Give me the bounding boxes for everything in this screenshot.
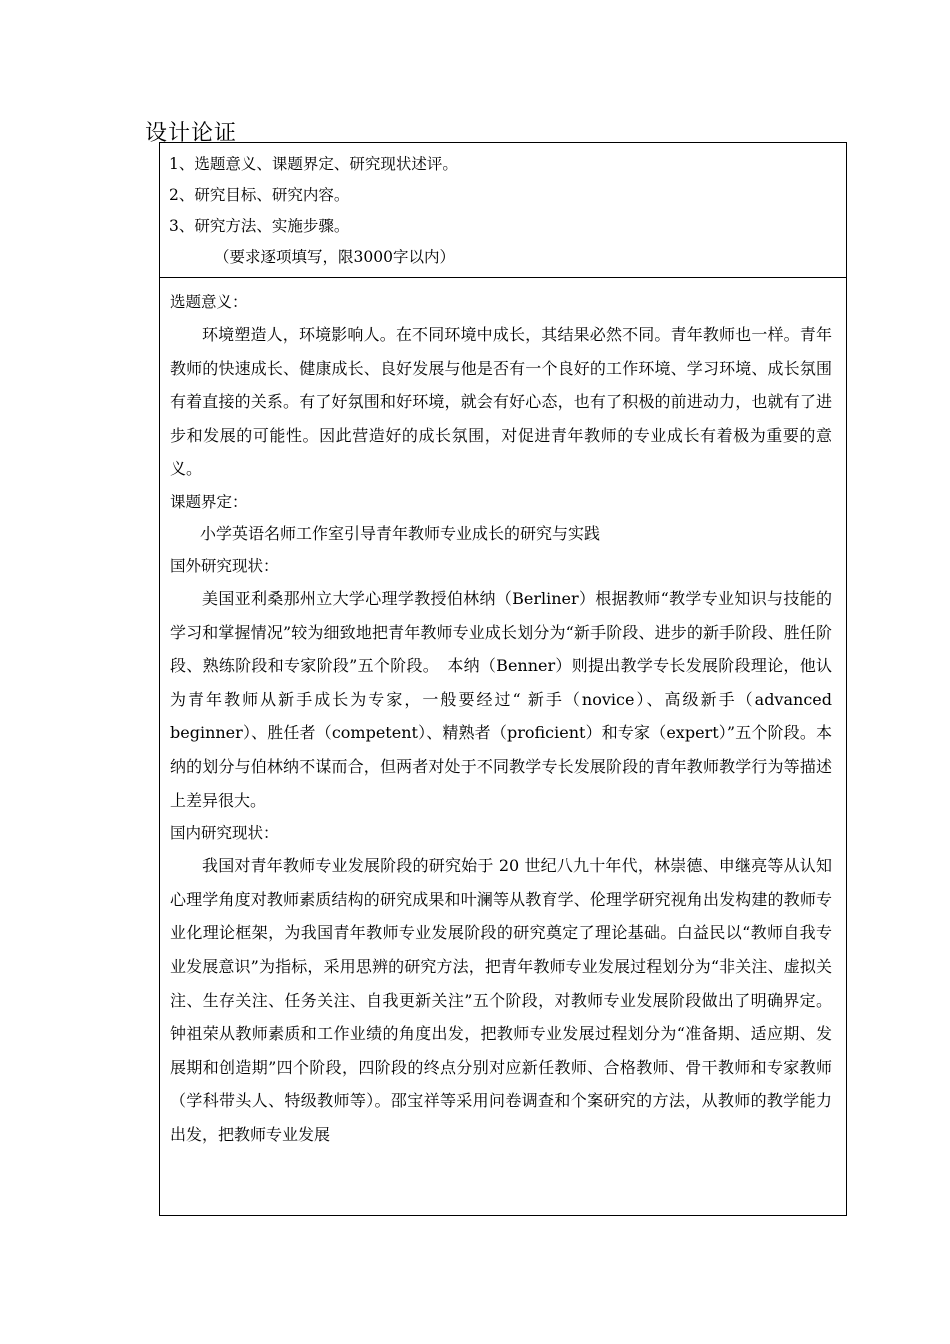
significance-label: 选题意义：	[170, 293, 248, 311]
instructions-cell	[160, 143, 846, 278]
domestic-research-paragraph: 我国对青年教师专业发展阶段的研究始于 20 世纪八九十年代，林崇德、申继亮等从认知心理学角度对教师素质结构的研究成果和叶澜等从教育学、伦理学研究视角出发构建的教师专业化理论框架，为我国青年教师专业发展阶段的研究奠定了理论基础。白益民以“教师自我专业发展意识”为指标，采用思辨的研究方法，把青年教师专业发展过程划分为“非关注、虚拟关注、生存关注、任务关注、自我更新关注”五个阶段，对教师专业发展阶段做出了明确界定。钟祖荣从教师素质和工作业绩的角度出发，把教师专业发展过程划分为“准备期、适应期、发展期和创造期”四个阶段，四阶段的终点分别对应新任教师、合格教师、骨干教师和专家教师（学科带头人、特级教师等）。邵宝祥等采用问卷调查和个案研究的方法，从教师的教学能力出发，把教师专业发展	[170, 856, 832, 1144]
instruction-line-1: 1、选题意义、课题界定、研究现状述评。	[169, 155, 458, 173]
domestic-research-label: 国内研究现状：	[170, 824, 279, 843]
foreign-research-paragraph: 美国亚利桑那州立大学心理学教授伯林纳（Berliner）根据教师“教学专业知识与技能的学习和掌握情况”较为细致地把青年教师专业成长划分为“新手阶段、进步的新手阶段、胜任阶段、熟练阶段和专家阶段”五个阶段。 本纳（Benner）则提出教学专长发展阶段理论，他认为青年教师从新手成长为专家，一般要经过“ 新手（novice）、高级新手（advanced beginner）、胜任者（competent）、精熟者（proficient）和专家（expert）”五个阶段。本纳的划分与伯林纳不谋而合，但两者对处于不同教学专长发展阶段的青年教师教学行为等描述上差异很大。	[170, 588, 832, 810]
instruction-line-2: 2、研究目标、研究内容。	[169, 186, 350, 204]
section-title: 设计论证	[145, 121, 238, 146]
definition-label: 课题界定：	[170, 492, 248, 511]
design-argument-table	[159, 142, 847, 1216]
definition-text: 小学英语名师工作室引导青年教师专业成长的研究与实践	[200, 523, 601, 543]
instruction-line-3: 3、研究方法、实施步骤。	[169, 217, 350, 235]
foreign-research-label: 国外研究现状：	[170, 556, 279, 575]
significance-paragraph: 环境塑造人，环境影响人。在不同环境中成长，其结果必然不同。青年教师也一样。青年教师的快速成长、健康成长、良好发展与他是否有一个良好的工作环境、学习环境、成长氛围有着直接的关系。有了好氛围和好环境，就会有好心态，也有了积极的前进动力，也就有了进步和发展的可能性。因此营造好的成长氛围，对促进青年教师的专业成长有着极为重要的意义。	[170, 325, 832, 479]
instruction-note: （要求逐项填写，限3000字以内）	[214, 248, 455, 266]
content-cell	[160, 278, 846, 1215]
